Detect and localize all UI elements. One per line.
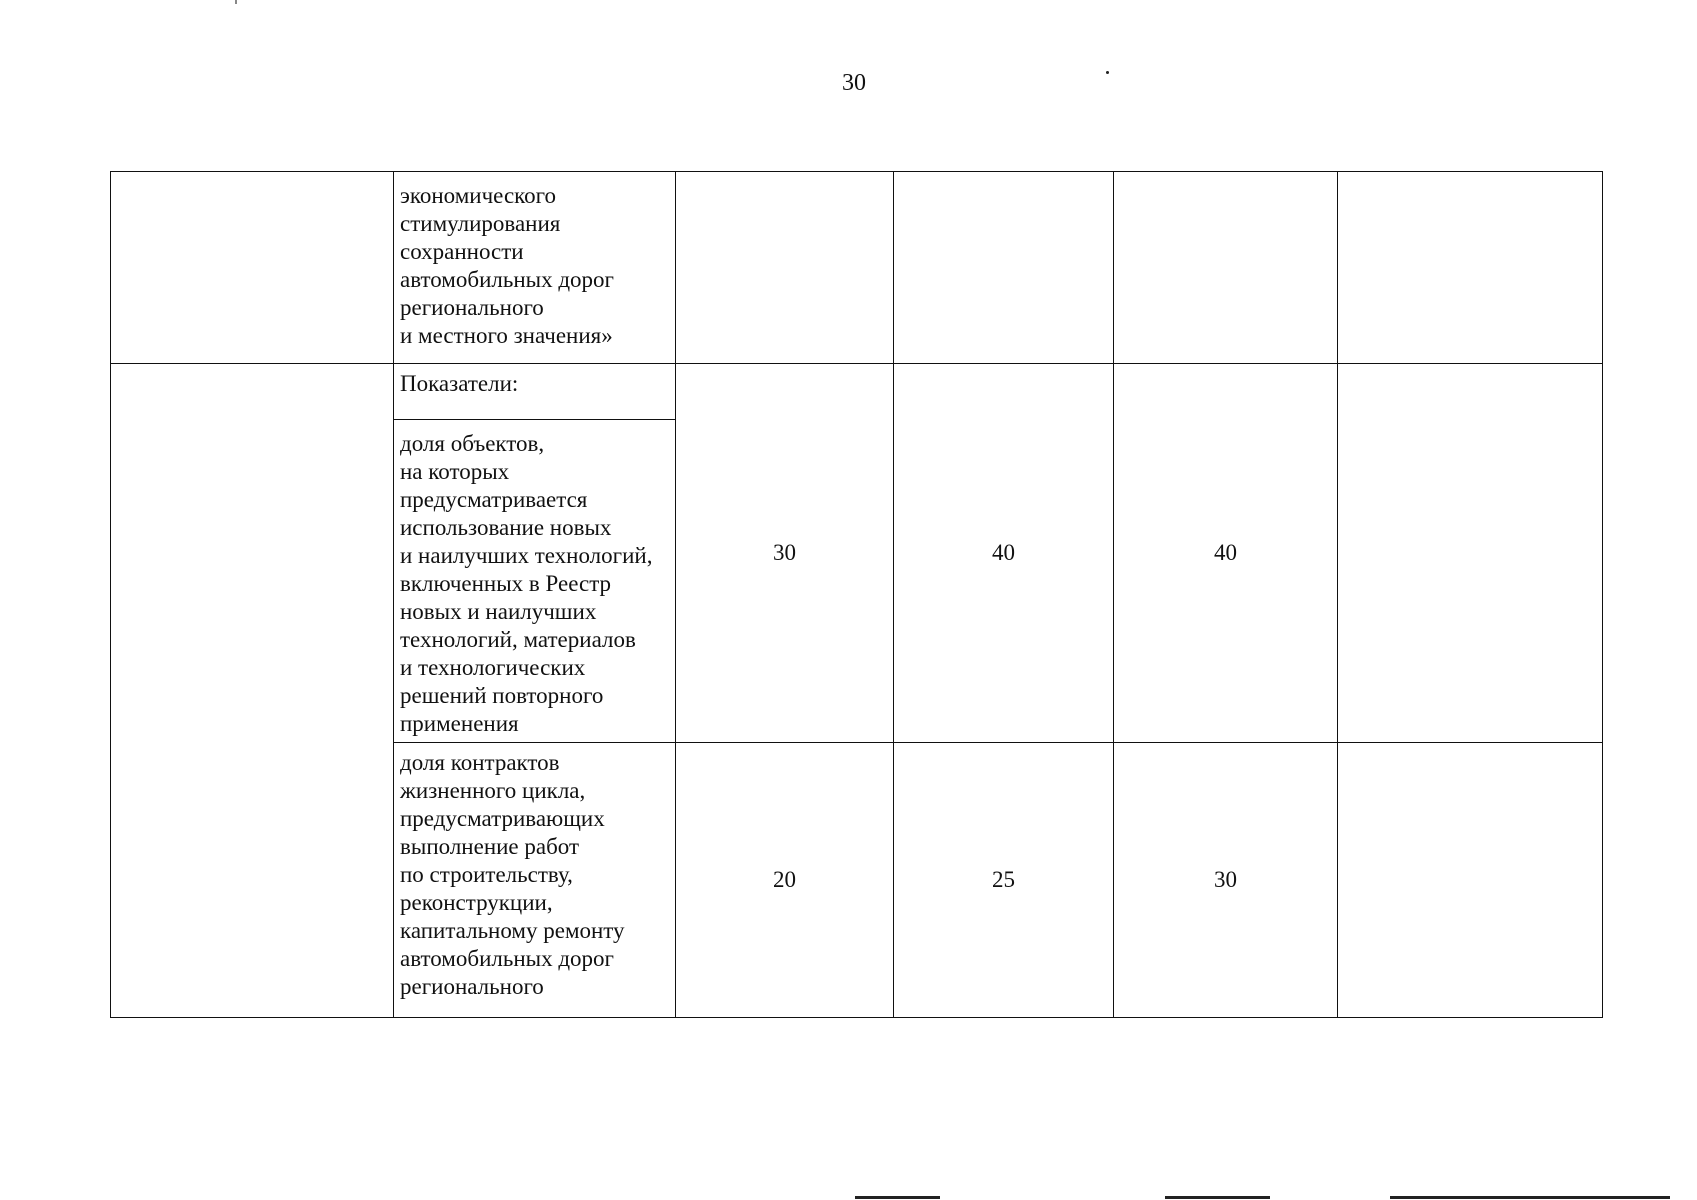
- scan-dot: [1106, 71, 1109, 74]
- cell-text-line: экономического: [400, 183, 557, 208]
- table-cell-empty: [894, 172, 1114, 364]
- table-cell-empty: [1338, 364, 1603, 743]
- scan-line: [855, 1196, 940, 1199]
- cell-text-line: доля объектов,: [400, 431, 545, 456]
- value-cell: 20: [676, 743, 894, 1018]
- cell-text-line: сохранности: [400, 239, 524, 264]
- cell-text-line: и наилучших технологий,: [400, 543, 653, 568]
- indicator-name-cell: [394, 743, 676, 1018]
- table-cell-empty: [111, 172, 394, 364]
- cell-text-line: предусматривается: [400, 487, 588, 512]
- value-cell: 40: [894, 364, 1114, 743]
- indicators-table: [110, 171, 1603, 1018]
- cell-text-line: новых и наилучших: [400, 599, 597, 624]
- cell-text-line: стимулирования: [400, 211, 561, 236]
- value-cell: 25: [894, 743, 1114, 1018]
- cell-text-line: использование новых: [400, 515, 612, 540]
- program-name-cell: [394, 172, 676, 364]
- table-cell-empty: [676, 172, 894, 364]
- scan-line: [1390, 1196, 1670, 1199]
- cell-text-line: автомобильных дорог: [400, 946, 614, 971]
- table-row: [111, 172, 1603, 364]
- cell-text-line: и технологических: [400, 655, 586, 680]
- cell-text-line: регионального: [400, 295, 544, 320]
- value-cell: 30: [1114, 743, 1338, 1018]
- cell-text-line: автомобильных дорог: [400, 267, 614, 292]
- page-number: 30: [842, 70, 866, 96]
- value-cell: 30: [676, 364, 894, 743]
- scan-mark: [235, 0, 237, 4]
- table-cell-empty: [111, 364, 394, 1018]
- indicator-name-cell: [394, 420, 676, 743]
- value-cell: 40: [1114, 364, 1338, 743]
- cell-text-line: на которых: [400, 459, 510, 484]
- table-cell-empty: [1338, 172, 1603, 364]
- cell-text-line: реконструкции,: [400, 890, 553, 915]
- cell-text-line: включенных в Реестр: [400, 571, 612, 596]
- cell-text-line: доля контрактов: [400, 750, 560, 775]
- table-cell-empty: [1114, 172, 1338, 364]
- cell-text-line: регионального: [400, 974, 544, 999]
- indicators-header-cell: Показатели:: [394, 364, 676, 420]
- cell-text-line: капитальному ремонту: [400, 918, 625, 943]
- table-row: [111, 364, 1603, 420]
- table-cell-empty: [1338, 743, 1603, 1018]
- cell-text-line: жизненного цикла,: [400, 778, 586, 803]
- cell-text-line: решений повторного: [400, 683, 604, 708]
- cell-text-line: применения: [400, 711, 519, 736]
- cell-text-line: предусматривающих: [400, 806, 605, 831]
- cell-text-line: по строительству,: [400, 862, 573, 887]
- cell-text-line: выполнение работ: [400, 834, 580, 859]
- scan-line: [1165, 1196, 1270, 1199]
- cell-text-line: технологий, материалов: [400, 627, 636, 652]
- cell-text-line: и местного значения»: [400, 323, 613, 348]
